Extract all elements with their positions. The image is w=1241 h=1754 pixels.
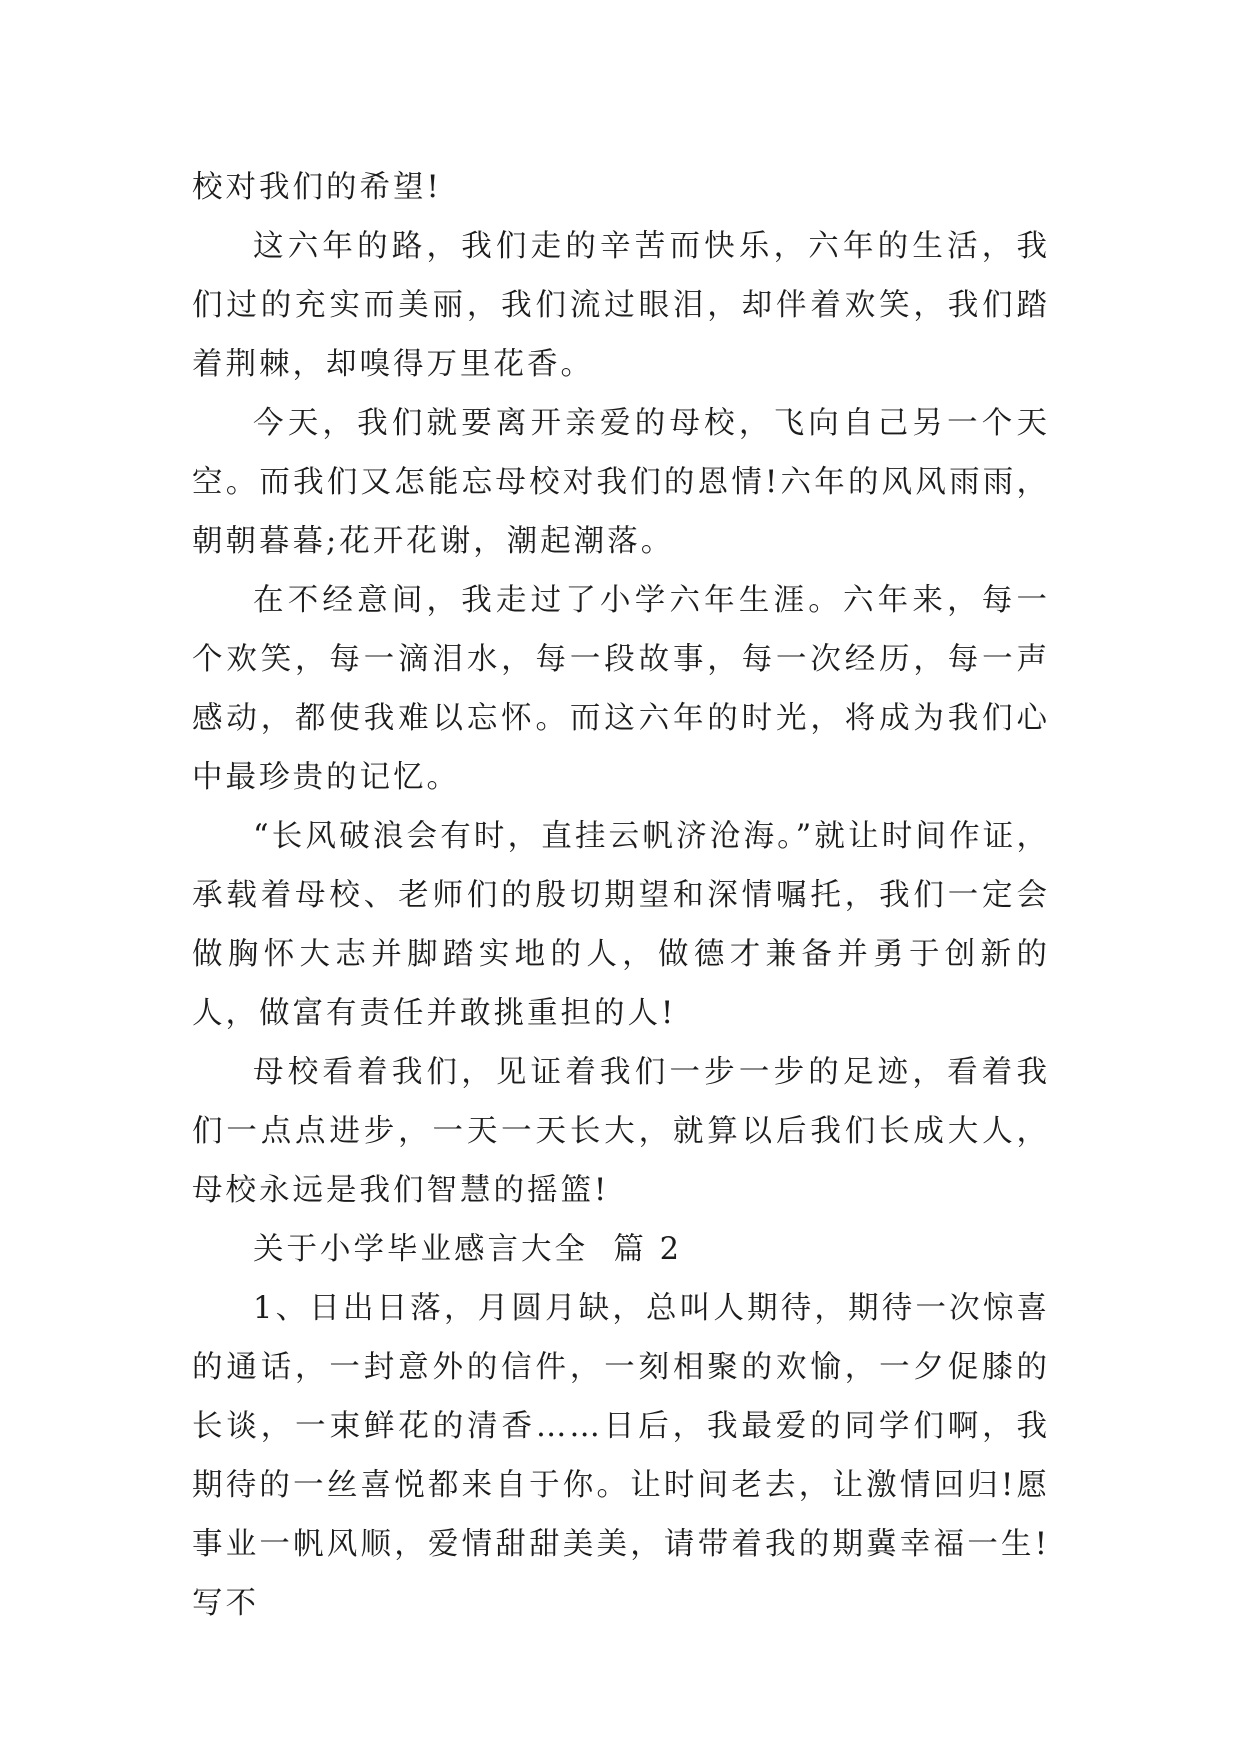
paragraph: 在不经意间，我走过了小学六年生涯。六年来，每一个欢笑，每一滴泪水，每一段故事，每一次经历，每一声感动，都使我难以忘怀。而这六年的时光，将成为我们心中最珍贵的记忆。 bbox=[192, 583, 1050, 795]
section-heading: 关于小学毕业感言大全 篇 2 bbox=[253, 1232, 682, 1267]
paragraph: 1、日出日落，月圆月缺，总叫人期待，期待一次惊喜的通话，一封意外的信件，一刻相聚的欢愉，一夕促膝的长谈，一束鲜花的清香……日后，我最爱的同学们啊，我期待的一丝喜悦都来自于你。让时间老去，让激情回归!愿事业一帆风顺，爱情甜甜美美，请带着我的期冀幸福一生!写不 bbox=[192, 1291, 1050, 1621]
paragraph: 今天，我们就要离开亲爱的母校，飞向自己另一个天空。而我们又怎能忘母校对我们的恩情!六年的风风雨雨，朝朝暮暮;花开花谢，潮起潮落。 bbox=[192, 406, 1050, 559]
paragraph-continued: 校对我们的希望! bbox=[192, 170, 442, 205]
document-body bbox=[192, 158, 1050, 1633]
paragraph: 这六年的路，我们走的辛苦而快乐，六年的生活，我们过的充实而美丽，我们流过眼泪，却伴着欢笑，我们踏着荆棘，却嗅得万里花香。 bbox=[192, 229, 1050, 382]
paragraph: 母校看着我们，见证着我们一步一步的足迹，看着我们一点点进步，一天一天长大，就算以后我们长成大人，母校永远是我们智慧的摇篮! bbox=[192, 1055, 1050, 1208]
paragraph-quote: “长风破浪会有时，直挂云帆济沧海。”就让时间作证，承载着母校、老师们的殷切期望和深情嘱托，我们一定会做胸怀大志并脚踏实地的人，做德才兼备并勇于创新的人，做富有责任并敢挑重担的人! bbox=[192, 819, 1050, 1031]
